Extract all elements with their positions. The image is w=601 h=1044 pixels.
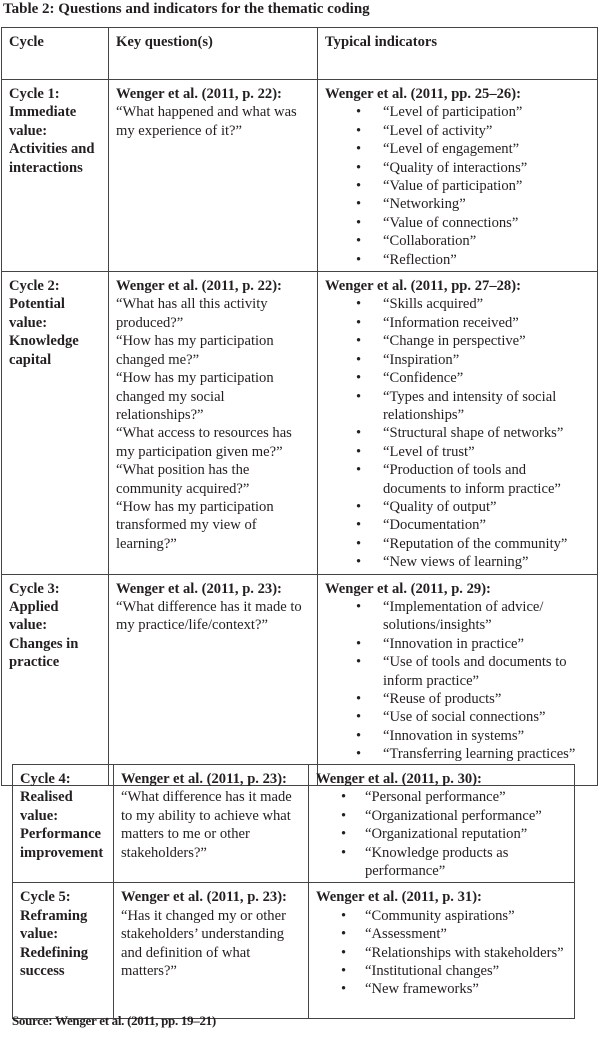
- cycle-label-line: practice: [9, 654, 60, 671]
- cycle-label-line: Reframing: [20, 907, 88, 924]
- cycle-label-line: Changes in: [9, 635, 79, 652]
- table-title: Table 2: Questions and indicators for the thematic coding: [3, 1, 370, 17]
- table-row: [13, 883, 575, 1019]
- cycle-label-line: value:: [9, 617, 48, 634]
- table-row: [13, 765, 575, 883]
- indicator-item: • “Inspiration”: [325, 351, 591, 369]
- table-row: [2, 80, 598, 272]
- cycle-cell: [13, 883, 114, 1019]
- cycle-label-line: Cycle 5:: [20, 889, 71, 906]
- header-cycle: Cycle: [2, 28, 109, 80]
- indicators-cell: [318, 80, 598, 272]
- cycle-label-line: Potential: [9, 296, 65, 313]
- indicator-item: • “Skills acquired”: [325, 295, 591, 313]
- key-question: “What happened and what was my experience of it?”: [116, 104, 297, 139]
- indicator-source: Wenger et al. (2011, p. 31):: [316, 889, 482, 906]
- indicator-item: • “New views of learning”: [325, 553, 591, 571]
- key-question: “Has it changed my or other stakeholders’ understanding and definition of what matters?”: [121, 907, 286, 980]
- indicator-item: • “Confidence”: [325, 369, 591, 387]
- thematic-coding-table-continued: [12, 764, 575, 1019]
- key-question: “How has my participation transformed my view of learning?”: [116, 498, 274, 552]
- key-questions-cell: [109, 574, 318, 785]
- indicator-item: • “Innovation in systems”: [325, 727, 591, 745]
- indicator-item: • “Relationships with stakeholders”: [316, 944, 568, 962]
- cycle-label-line: Cycle 3:: [9, 580, 60, 597]
- table-header-row: [2, 28, 598, 80]
- cycle-label-line: success: [20, 963, 65, 980]
- indicator-item: • “Organizational performance”: [316, 807, 568, 825]
- indicator-item: • “Level of participation”: [325, 103, 591, 121]
- question-source: Wenger et al. (2011, p. 23):: [121, 889, 287, 906]
- indicator-source: Wenger et al. (2011, pp. 25–26):: [325, 86, 521, 102]
- key-question: “How has my participation changed me?”: [116, 333, 274, 368]
- cycle-label-line: Immediate: [9, 104, 77, 121]
- cycle-cell: [13, 765, 114, 883]
- indicator-item: • “Institutional changes”: [316, 962, 568, 980]
- question-source: Wenger et al. (2011, p. 22):: [116, 278, 282, 295]
- cycle-label-line: value:: [20, 926, 59, 943]
- key-questions-cell: [114, 765, 309, 883]
- indicators-cell: [309, 765, 575, 883]
- indicator-item: • “Collaboration”: [325, 232, 591, 250]
- indicator-item: • “Reflection”: [325, 251, 591, 269]
- indicator-item: • “Transferring learning practices”: [325, 745, 591, 763]
- indicator-item: • “Information received”: [325, 314, 591, 332]
- key-questions-cell: [109, 80, 318, 272]
- indicator-item: • “Networking”: [325, 195, 591, 213]
- key-question: “What has all this activity produced?”: [116, 296, 268, 331]
- cycle-label-line: Redefining: [20, 944, 89, 961]
- indicator-item: • “Production of tools and documents to inform practice”: [325, 461, 591, 498]
- question-source: Wenger et al. (2011, p. 23):: [121, 771, 287, 787]
- indicators-cell: [318, 272, 598, 575]
- cycle-label-line: Knowledge: [9, 333, 79, 350]
- indicator-item: • “Level of activity”: [325, 122, 591, 140]
- indicator-list: [325, 598, 591, 764]
- cycle-label-line: interactions: [9, 159, 83, 176]
- cycle-label-line: Applied: [9, 598, 59, 615]
- indicator-source: Wenger et al. (2011, p. 29):: [325, 580, 491, 597]
- indicator-item: • “Reuse of products”: [325, 690, 591, 708]
- key-question: “What difference has it made to my practice/life/context?”: [116, 598, 302, 634]
- indicator-item: • “Reputation of the community”: [325, 535, 591, 553]
- indicator-item: • “Quality of interactions”: [325, 159, 591, 177]
- cycle-label-line: capital: [9, 351, 52, 368]
- cycle-label-line: Cycle 4:: [20, 771, 71, 787]
- cycle-label-line: Performance: [20, 826, 102, 843]
- indicator-item: • “Innovation in practice”: [325, 635, 591, 653]
- indicator-item: • “Level of engagement”: [325, 140, 591, 158]
- question-source: Wenger et al. (2011, p. 22):: [116, 86, 282, 102]
- table-row: [2, 574, 598, 785]
- cycle-cell: [2, 272, 109, 575]
- indicator-item: • “Structural shape of networks”: [325, 424, 591, 442]
- question-source: Wenger et al. (2011, p. 23):: [116, 580, 282, 597]
- cycle-label-line: Cycle 2:: [9, 278, 60, 295]
- header-key-questions: Key question(s): [109, 28, 318, 80]
- indicator-item: • “Implementation of advice/ solutions/insights”: [325, 598, 591, 635]
- indicator-item: • “Quality of output”: [325, 498, 591, 516]
- cycle-label-line: Realised: [20, 789, 73, 806]
- indicator-source: Wenger et al. (2011, pp. 27–28):: [325, 278, 521, 295]
- key-questions-cell: [114, 883, 309, 1019]
- indicators-cell: [309, 883, 575, 1019]
- indicator-item: • “Value of participation”: [325, 177, 591, 195]
- header-typical-indicators: Typical indicators: [318, 28, 598, 80]
- indicator-item: • “Level of trust”: [325, 443, 591, 461]
- indicator-item: • “Organizational reputation”: [316, 825, 568, 843]
- cycle-label-line: Cycle 1:: [9, 86, 60, 102]
- key-question: “How has my participation changed my social relationships?”: [116, 370, 274, 423]
- cycle-cell: [2, 574, 109, 785]
- indicator-source: Wenger et al. (2011, p. 30):: [316, 771, 482, 787]
- indicator-list: [316, 907, 568, 999]
- indicator-item: • “Types and intensity of social relationships”: [325, 388, 591, 425]
- cycle-label-line: Activities and: [9, 141, 95, 158]
- indicators-cell: [318, 574, 598, 785]
- cycle-label-line: value:: [20, 807, 59, 824]
- key-question: “What difference has it made to my ability to achieve what matters to me or other stakeholders?”: [121, 789, 292, 861]
- indicator-item: • “Use of social connections”: [325, 708, 591, 726]
- cycle-cell: [2, 80, 109, 272]
- cycle-label-line: value:: [9, 122, 48, 139]
- indicator-item: • “Knowledge products as performance”: [316, 844, 568, 881]
- table-row: [2, 272, 598, 575]
- indicator-item: • “Assessment”: [316, 925, 568, 943]
- cycle-label-line: improvement: [20, 844, 104, 861]
- key-question: “What access to resources has my participation given me?”: [116, 425, 292, 460]
- indicator-item: • “New frameworks”: [316, 980, 568, 998]
- key-questions-cell: [109, 272, 318, 575]
- indicator-item: • “Personal performance”: [316, 788, 568, 806]
- indicator-item: • “Change in perspective”: [325, 332, 591, 350]
- indicator-item: • “Documentation”: [325, 516, 591, 534]
- indicator-list: [316, 788, 568, 880]
- key-question: “What position has the community acquired?”: [116, 462, 250, 497]
- indicator-list: [325, 103, 591, 269]
- thematic-coding-table: [1, 27, 598, 786]
- table-source-note: Source: Wenger et al. (2011, pp. 19–21): [12, 1013, 216, 1028]
- indicator-item: • “Value of connections”: [325, 214, 591, 232]
- indicator-item: • “Use of tools and documents to inform practice”: [325, 653, 591, 690]
- cycle-label-line: value:: [9, 314, 48, 331]
- indicator-item: • “Community aspirations”: [316, 907, 568, 925]
- indicator-list: [325, 295, 591, 571]
